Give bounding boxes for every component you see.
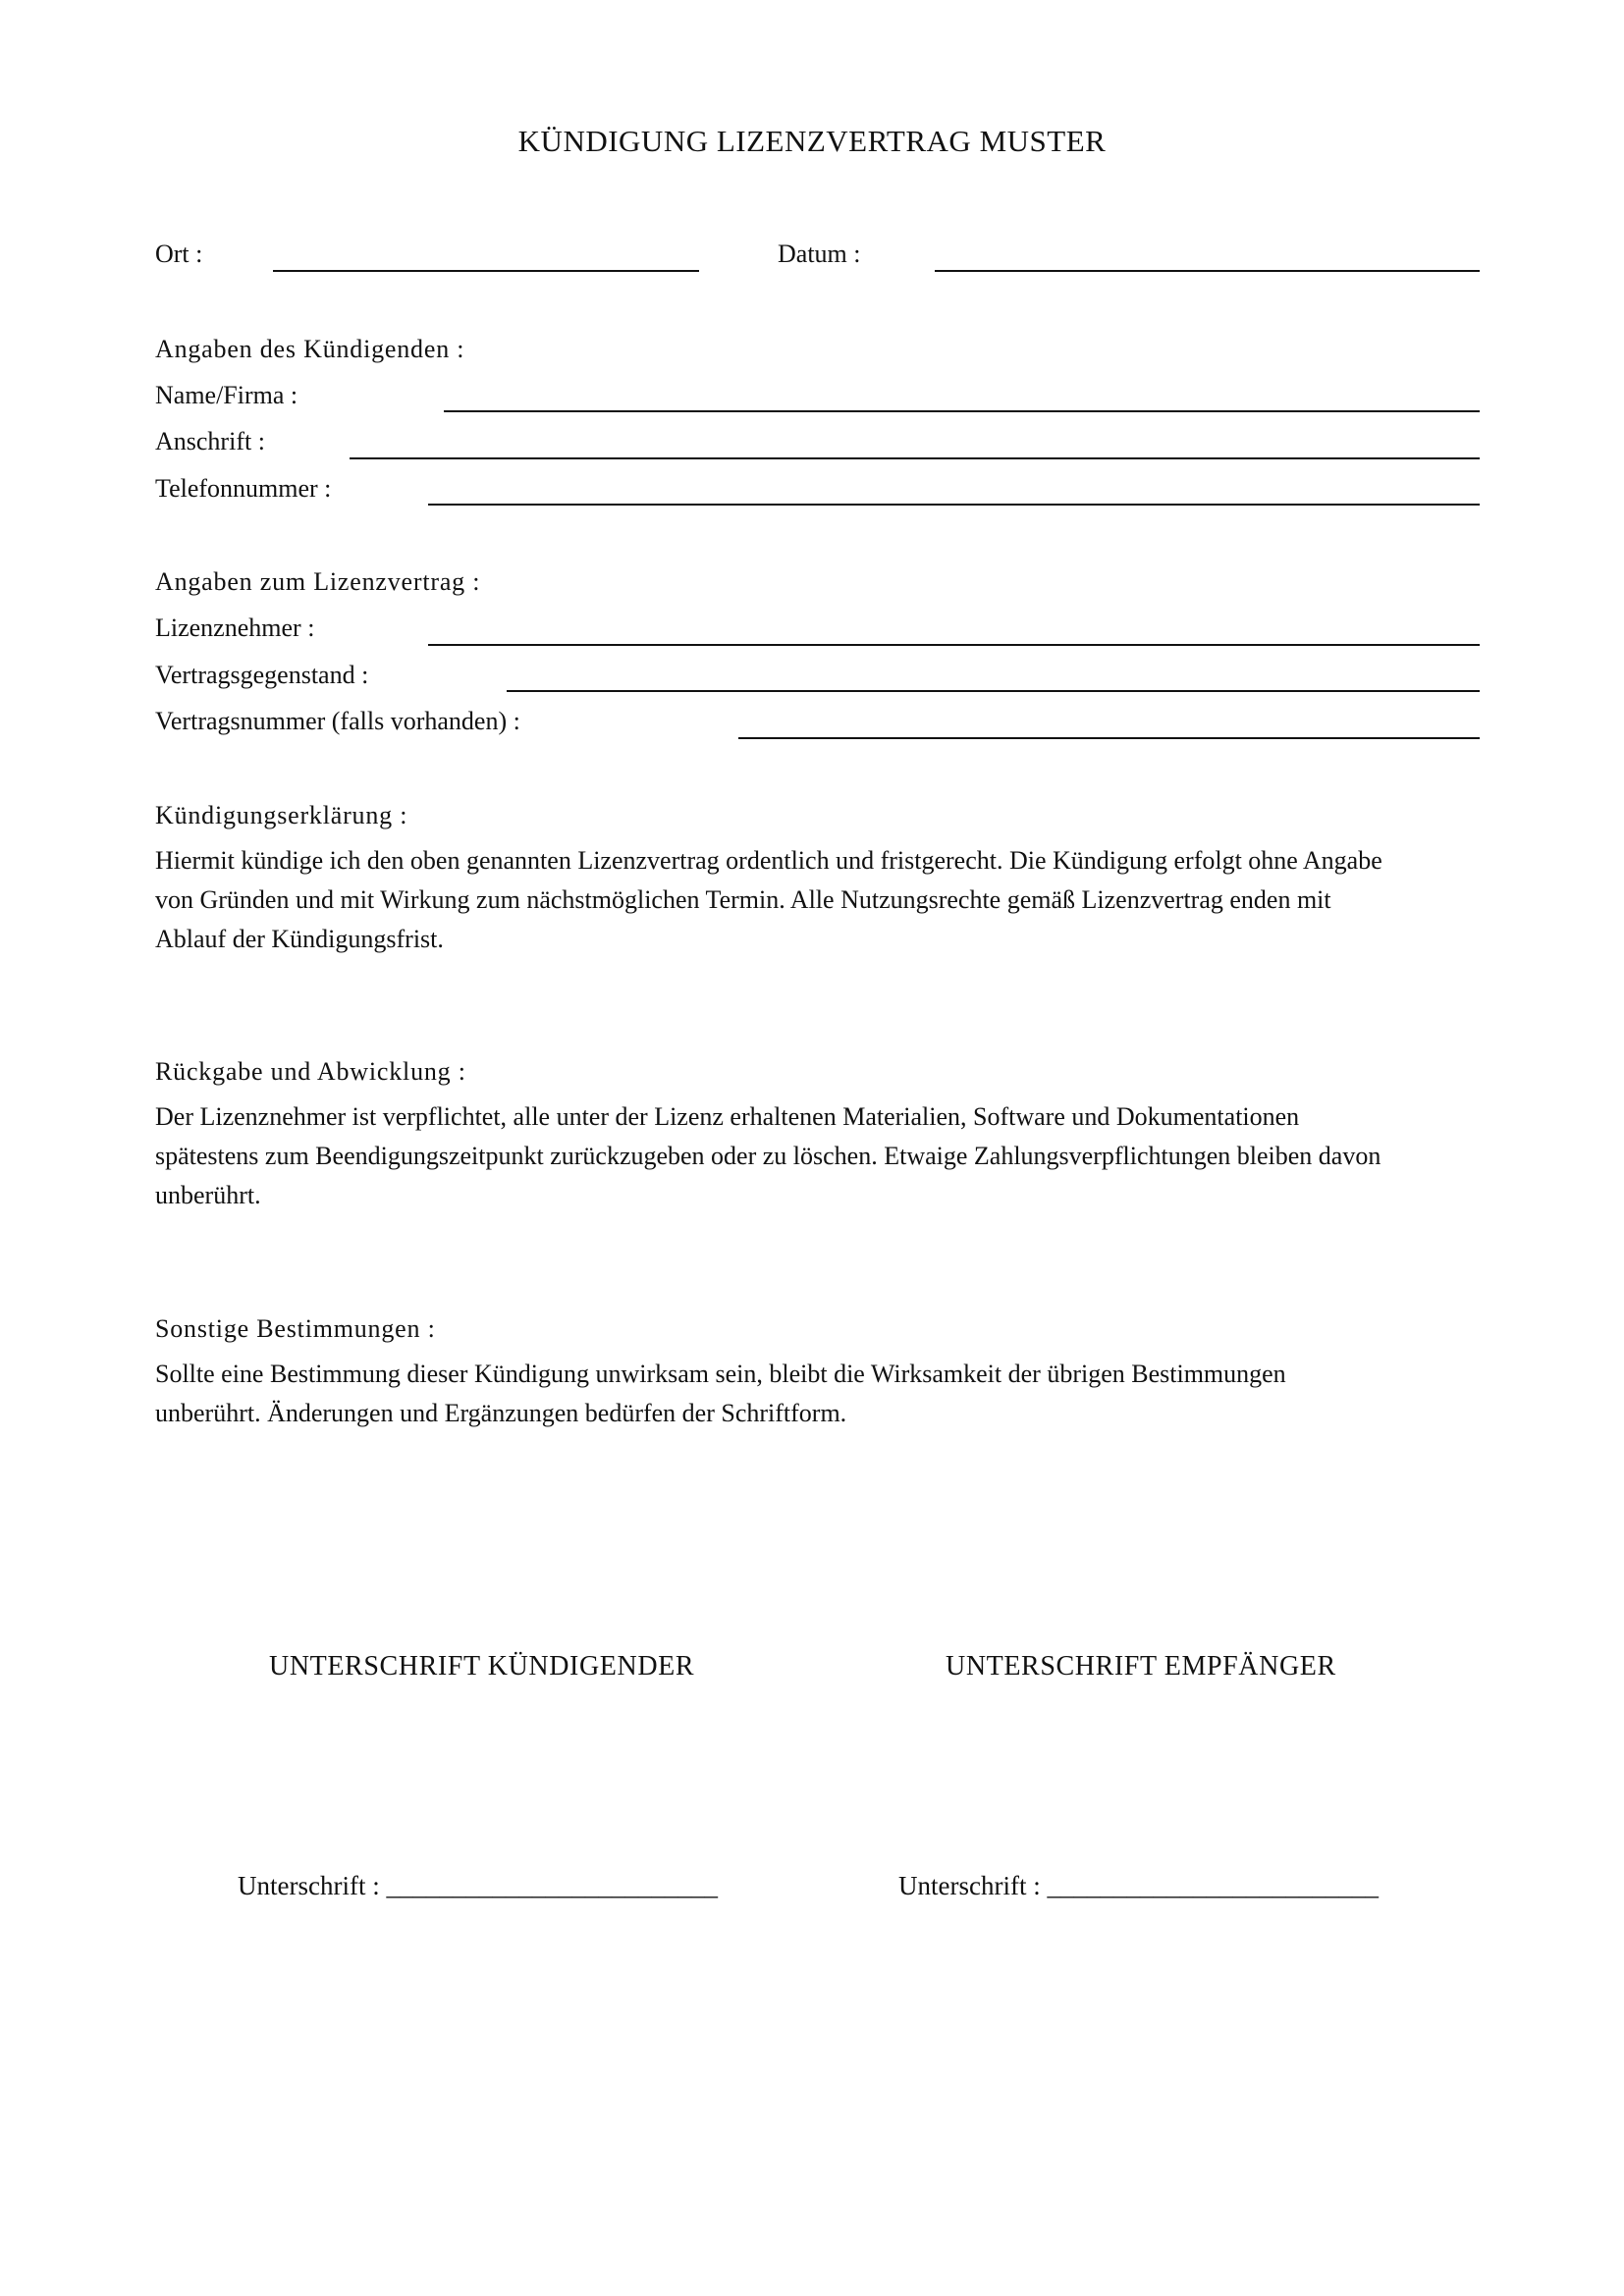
paragraph-line: Sollte eine Bestimmung dieser Kündigung unwirksam sein, bleibt die Wirksamkeit der übrigen Bestimmungen — [155, 1360, 1286, 1388]
lizenznehmer-label: Lizenznehmer : — [155, 614, 315, 642]
vertragsgegenstand-label: Vertragsgegenstand : — [155, 661, 369, 689]
name-firma-field[interactable] — [444, 410, 1480, 412]
kuendigungserklaerung-text — [155, 841, 1481, 959]
datum-label: Datum : — [778, 240, 861, 268]
ort-field[interactable] — [273, 270, 699, 272]
ort-label: Ort : — [155, 240, 203, 268]
telefon-label: Telefonnummer : — [155, 474, 332, 503]
vertragsnummer-label: Vertragsnummer (falls vorhanden) : — [155, 707, 520, 735]
signature-field-kuendigender[interactable]: Unterschrift : _________________________ — [238, 1871, 718, 1900]
paragraph-line: Der Lizenznehmer ist verpflichtet, alle unter der Lizenz erhaltenen Materialien, Software und Dokumentationen — [155, 1102, 1300, 1131]
rueckgabe-heading: Rückgabe und Abwicklung : — [155, 1057, 466, 1086]
name-firma-label: Name/Firma : — [155, 381, 298, 409]
anschrift-label: Anschrift : — [155, 427, 265, 455]
paragraph-line: unberührt. Änderungen und Ergänzungen bedürfen der Schriftform. — [155, 1399, 847, 1427]
kuendigungserklaerung-heading: Kündigungserklärung : — [155, 801, 408, 829]
signature-field-empfaenger[interactable]: Unterschrift : _________________________ — [898, 1871, 1379, 1900]
lizenznehmer-field[interactable] — [428, 644, 1480, 646]
paragraph-line: spätestens zum Beendigungszeitpunkt zurückzugeben oder zu löschen. Etwaige Zahlungsverpflichtungen bleiben davon — [155, 1142, 1381, 1170]
lizenzvertrag-heading: Angaben zum Lizenzvertrag : — [155, 567, 481, 596]
paragraph-line: unberührt. — [155, 1181, 261, 1209]
paragraph-line: von Gründen und mit Wirkung zum nächstmöglichen Termin. Alle Nutzungsrechte gemäß Lizenzvertrag enden mit — [155, 885, 1331, 914]
sonstige-heading: Sonstige Bestimmungen : — [155, 1314, 436, 1343]
telefon-field[interactable] — [428, 504, 1480, 506]
anschrift-field[interactable] — [350, 457, 1480, 459]
paragraph-line: Hiermit kündige ich den oben genannten Lizenzvertrag ordentlich und fristgerecht. Die Kündigung erfolgt ohne Angabe — [155, 846, 1382, 875]
signature-heading-empfaenger: UNTERSCHRIFT EMPFÄNGER — [946, 1651, 1336, 1682]
kuendigender-heading: Angaben des Kündigenden : — [155, 335, 465, 363]
datum-field[interactable] — [935, 270, 1480, 272]
vertragsnummer-field[interactable] — [738, 737, 1480, 739]
document-title: KÜNDIGUNG LIZENZVERTRAG MUSTER — [517, 124, 1107, 158]
sonstige-text — [155, 1355, 1481, 1433]
vertragsgegenstand-field[interactable] — [507, 690, 1480, 692]
paragraph-line: Ablauf der Kündigungsfrist. — [155, 925, 444, 953]
signature-heading-kuendigender: UNTERSCHRIFT KÜNDIGENDER — [269, 1651, 695, 1682]
rueckgabe-text — [155, 1097, 1481, 1215]
